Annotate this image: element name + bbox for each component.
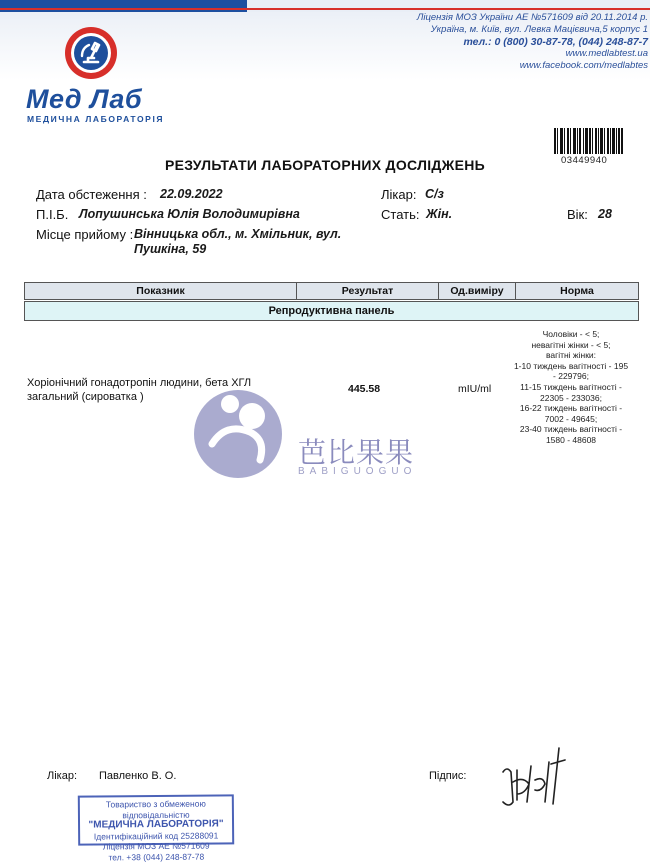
norm-values	[500, 329, 642, 446]
norm-line: 7002 - 49645;	[544, 413, 598, 424]
col-norm: Норма	[560, 285, 594, 297]
exam-date-label: Дата обстеження :	[36, 187, 147, 202]
norm-line: 16-22 тиждень вагітності -	[519, 403, 623, 414]
col-indicator: Показник	[25, 283, 297, 299]
table-header	[24, 282, 639, 300]
indicator-name-line-2: загальний (сироватка )	[27, 391, 144, 403]
barcode-icon	[554, 128, 624, 154]
lab-stamp	[78, 794, 234, 862]
top-brand-band	[0, 0, 650, 12]
panel-title: Репродуктивна панель	[24, 301, 639, 321]
exam-date-value: 22.09.2022	[160, 187, 223, 201]
place-line-1: Вінницька обл., м. Хмільник, вул.	[134, 227, 342, 241]
stamp-line-4: Ліцензія МОЗ АЕ №571609	[102, 840, 210, 852]
signing-doctor-label: Лікар:	[47, 770, 78, 782]
stamp-line-1: Товариство з обмеженою відповідальністю	[105, 798, 206, 820]
stamp-line-5: тел. +38 (044) 248-87-78	[108, 851, 205, 862]
logo-subtitle: МЕДИЧНА ЛАБОРАТОРІЯ	[27, 114, 165, 124]
name-label: П.І.Б.	[36, 207, 69, 222]
norm-line: - 229796;	[553, 371, 589, 382]
website-link[interactable]: www.medlabtest.ua	[565, 48, 648, 59]
signing-doctor	[47, 770, 176, 782]
facebook-link[interactable]: www.facebook.com/medlabtes	[519, 60, 648, 71]
signing-doctor-name: Павленко В. О.	[99, 770, 177, 782]
stamp-line-3: Ідентифікаційний код 25288091	[93, 829, 219, 842]
norm-line: Чоловіки - < 5;	[542, 329, 600, 339]
signature-label: Підпис:	[429, 770, 467, 782]
indicator-name-line-1: Хоріонічний гонадотропін людини, бета ХГЛ	[27, 377, 252, 389]
red-stripe	[0, 8, 650, 10]
phone-text: тел.: 0 (800) 30-87-78, (044) 248-87-7	[463, 36, 648, 48]
microscope-logo-icon	[64, 26, 118, 80]
norm-line: 1-10 тиждень вагітності - 195	[513, 360, 629, 371]
watermark-text: 芭比果果	[298, 437, 415, 468]
place-label: Місце прийому :	[36, 227, 134, 242]
result-value: 445.58	[348, 383, 381, 395]
age-value: 28	[598, 207, 612, 221]
col-unit: Од.виміру	[439, 283, 516, 299]
barcode-number: 03449940	[561, 155, 608, 166]
age-label: Вік:	[567, 207, 588, 222]
norm-line: 23-40 тиждень вагітності -	[519, 424, 623, 435]
doctor-value: С/з	[425, 187, 444, 201]
watermark-logo-icon	[190, 384, 290, 484]
license-text: Ліцензія МОЗ України АЕ №571609 від 20.11.2014 р.	[416, 12, 648, 23]
stamp-line-2: "МЕДИЧНА ЛАБОРАТОРІЯ"	[88, 818, 224, 831]
norm-line: 22305 - 233036;	[540, 392, 602, 403]
logo-title: Мед Лаб	[26, 84, 143, 114]
signature-icon	[495, 742, 585, 812]
watermark-subtext: BABIGUOGUO	[298, 466, 417, 477]
norm-line: 1580 - 48608	[545, 434, 597, 445]
lab-contact-block	[417, 12, 648, 72]
col-result: Результат	[297, 283, 439, 299]
norm-line: невагітні жінки - < 5;	[531, 339, 611, 350]
document-title: РЕЗУЛЬТАТИ ЛАБОРАТОРНИХ ДОСЛІДЖЕНЬ	[164, 157, 486, 173]
sex-label: Стать:	[381, 207, 420, 222]
sex-value: Жін.	[426, 207, 453, 221]
unit-value: mIU/ml	[458, 383, 492, 395]
norm-line: 11-15 тиждень вагітності -	[520, 381, 622, 392]
place-line-2: Пушкіна, 59	[134, 242, 207, 256]
address-text: Україна, м. Київ, вул. Левка Мацієвича,5 корпус 1	[430, 24, 648, 35]
patient-name: Лопушинська Юлія Володимирівна	[79, 207, 300, 221]
doctor-label: Лікар:	[381, 187, 417, 202]
norm-line: вагітні жінки:	[545, 350, 597, 361]
